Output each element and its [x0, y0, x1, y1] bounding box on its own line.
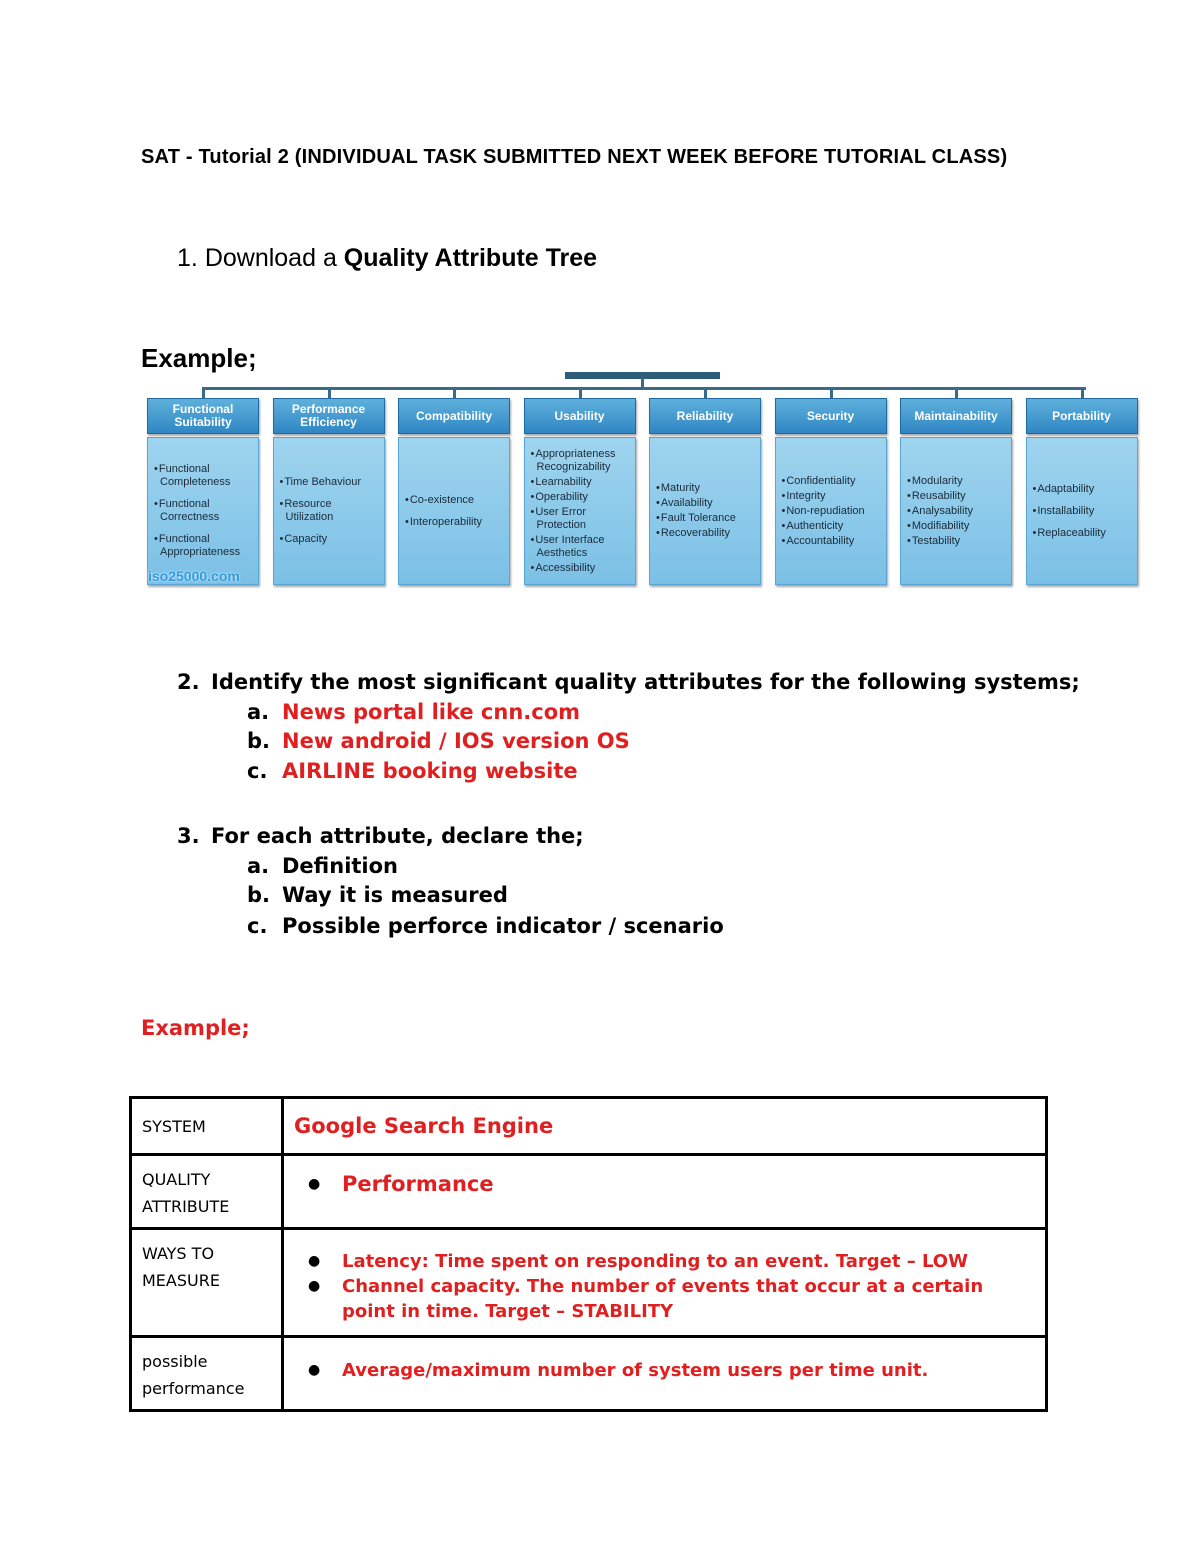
step-2-text: Identify the most significant quality attributes for the following systems; [211, 670, 1080, 694]
bullet-item: ● Performance [342, 1172, 1035, 1197]
tree-sub-attribute: • User Interface Aesthetics [529, 534, 631, 560]
item-text: Way it is measured [282, 883, 508, 907]
table-row [131, 1098, 1047, 1155]
step-1-number: 1. [177, 244, 198, 272]
tree-column [649, 398, 761, 585]
step-2 [177, 670, 1080, 694]
tree-sub-attribute: • Integrity [780, 490, 882, 503]
step-2-number: 2. [177, 670, 200, 694]
bullet-item: ● Channel capacity. The number of events that occur at a certain point in time. Target – STABILITY [342, 1274, 1035, 1324]
tree-column [398, 398, 510, 585]
tree-category-body [398, 437, 510, 585]
step-1-bold-text: Quality Attribute Tree [343, 244, 598, 272]
example-2-label: Example; [141, 1016, 250, 1040]
iso25000-watermark: iso25000.com [148, 568, 240, 584]
tree-category-body [273, 437, 385, 585]
item-text: Possible perforce indicator / scenario [282, 914, 724, 938]
table-row [131, 1155, 1047, 1229]
tree-sub-attribute: • Fault Tolerance [654, 512, 756, 525]
row-label: possible performance [131, 1337, 283, 1411]
step-3-item-b [247, 883, 508, 907]
tree-sub-attribute: • Analysability [905, 505, 1007, 518]
tree-sub-attribute: • Adaptability [1031, 483, 1133, 496]
tree-sub-attribute: • Accessibility [529, 562, 631, 575]
tree-category-body [147, 437, 259, 585]
step-2-item-a [247, 700, 580, 724]
tree-sub-attribute: • Capacity [278, 533, 380, 546]
tree-sub-attribute: • Testability [905, 535, 1007, 548]
tree-category-header: Security [775, 398, 887, 434]
step-3-item-a [247, 854, 398, 878]
step-1 [177, 244, 597, 273]
tree-sub-attribute: • Authenticity [780, 520, 882, 533]
table-row [131, 1337, 1047, 1411]
tree-category-header: Functional Suitability [147, 398, 259, 434]
tree-category-body [1026, 437, 1138, 585]
tree-sub-attribute: • Installability [1031, 505, 1133, 518]
tree-sub-attribute: • Interoperability [403, 516, 505, 529]
tree-sub-attribute: • Confidentiality [780, 475, 882, 488]
item-label: c. [247, 759, 268, 783]
tree-sub-attribute: • Time Behaviour [278, 476, 380, 489]
row-value-cell [283, 1337, 1047, 1411]
tree-sub-attribute: • Accountability [780, 535, 882, 548]
example-1-label: Example; [141, 343, 257, 373]
tree-sub-attribute: • Modularity [905, 475, 1007, 488]
tree-category-body [649, 437, 761, 585]
tree-category-body [524, 437, 636, 585]
step-3-item-c [247, 914, 724, 938]
tree-category-header: Maintainability [900, 398, 1012, 434]
item-label: b. [247, 883, 271, 907]
step-1-prefix: Download a [204, 244, 344, 272]
item-text: New android / IOS version OS [282, 729, 630, 753]
tree-column [775, 398, 887, 585]
bullet-item: ● Latency: Time spent on responding to an event. Target – LOW [342, 1249, 1035, 1274]
tree-category-header: Portability [1026, 398, 1138, 434]
item-label: a. [247, 700, 270, 724]
example-table [129, 1096, 1048, 1412]
tree-category-header: Compatibility [398, 398, 510, 434]
row-label: SYSTEM [131, 1098, 283, 1155]
tree-sub-attribute: • Modifiability [905, 520, 1007, 533]
item-text: News portal like cnn.com [282, 700, 580, 724]
tree-sub-attribute: • Learnability [529, 476, 631, 489]
tree-sub-attribute: • Functional Appropriateness [152, 533, 254, 559]
tree-sub-attribute: • Functional Completeness [152, 463, 254, 489]
tree-column [1026, 398, 1138, 585]
tree-column [900, 398, 1012, 585]
item-label: a. [247, 854, 270, 878]
tree-connector-line [202, 387, 1086, 390]
tree-sub-attribute: • Appropriateness Recognizability [529, 448, 631, 474]
item-label: b. [247, 729, 271, 753]
tree-sub-attribute: • Reusability [905, 490, 1007, 503]
tree-sub-attribute: • Recoverability [654, 527, 756, 540]
tree-sub-attribute: • Availability [654, 497, 756, 510]
tutorial-heading: SAT - Tutorial 2 (INDIVIDUAL TASK SUBMITTED NEXT WEEK BEFORE TUTORIAL CLASS) [141, 146, 1008, 168]
tree-category-header: Usability [524, 398, 636, 434]
step-3-number: 3. [177, 824, 200, 848]
item-text: AIRLINE booking website [282, 759, 578, 783]
tree-sub-attribute: • Co-existence [403, 494, 505, 507]
item-text: Definition [282, 854, 399, 878]
tree-category-body [775, 437, 887, 585]
tree-sub-attribute: • Non-repudiation [780, 505, 882, 518]
table-row [131, 1229, 1047, 1337]
tree-sub-attribute: • Maturity [654, 482, 756, 495]
tree-category-header: Performance Efficiency [273, 398, 385, 434]
tree-sub-attribute: • User Error Protection [529, 506, 631, 532]
bullet-item: ● Average/maximum number of system users per time unit. [342, 1358, 1035, 1383]
row-value-cell [283, 1098, 1047, 1155]
step-3-text: For each attribute, declare the; [211, 824, 584, 848]
tree-category-header: Reliability [649, 398, 761, 434]
step-2-item-c [247, 759, 578, 783]
item-label: c. [247, 914, 268, 938]
tree-column [273, 398, 385, 585]
step-3 [177, 824, 584, 848]
row-value-cell [283, 1155, 1047, 1229]
tree-sub-attribute: • Functional Correctness [152, 498, 254, 524]
step-2-item-b [247, 729, 630, 753]
tree-column [524, 398, 636, 585]
row-label: QUALITY ATTRIBUTE [131, 1155, 283, 1229]
tree-column [147, 398, 259, 585]
quality-attribute-tree [145, 368, 1140, 590]
row-value-cell [283, 1229, 1047, 1337]
tree-sub-attribute: • Replaceability [1031, 527, 1133, 540]
row-label: WAYS TO MEASURE [131, 1229, 283, 1337]
system-name: Google Search Engine [294, 1114, 554, 1138]
tree-sub-attribute: • Operability [529, 491, 631, 504]
tree-sub-attribute: • Resource Utilization [278, 498, 380, 524]
tree-category-body [900, 437, 1012, 585]
